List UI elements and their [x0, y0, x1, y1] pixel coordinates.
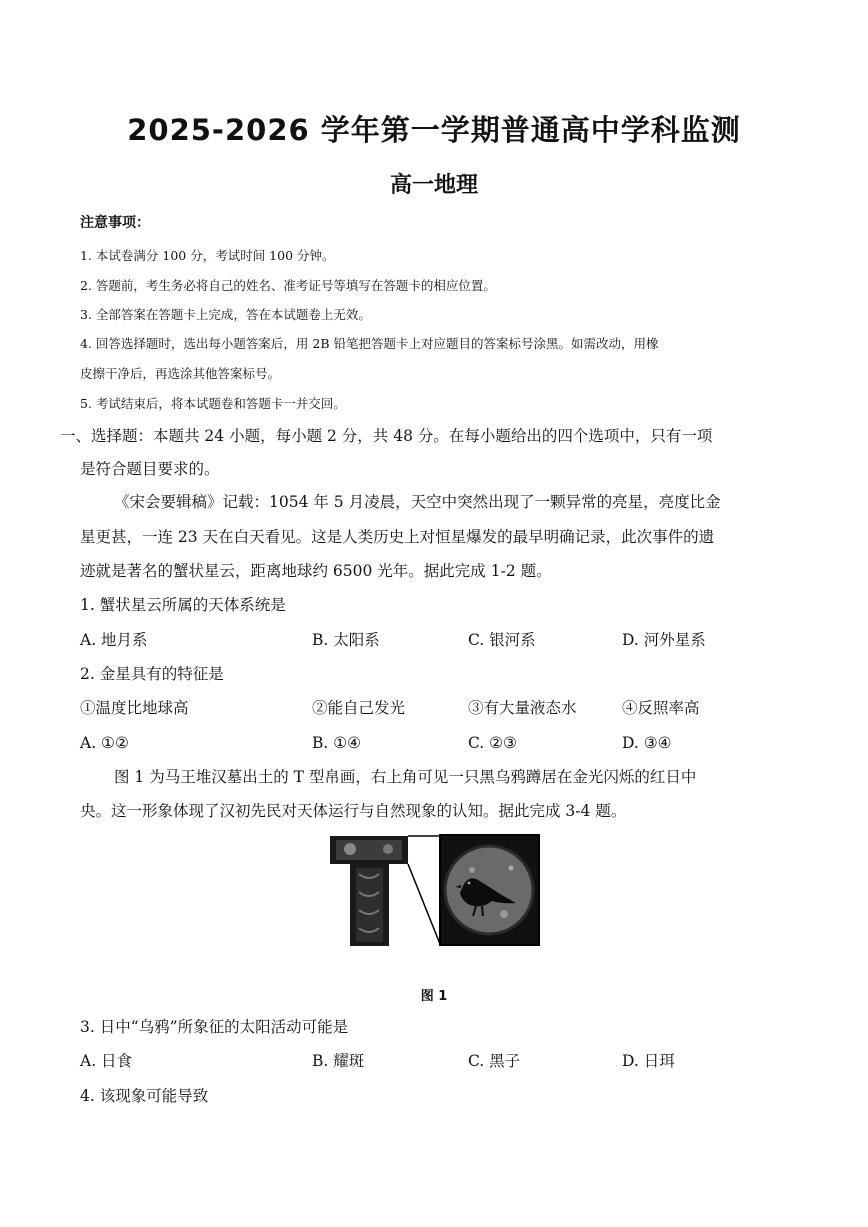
question-3-stem: 3. 日中“乌鸦”所象征的太阳活动可能是: [80, 1018, 349, 1036]
section-heading: 一、选择题：本题共 24 小题，每小题 2 分，共 48 分。在每小题给出的四个选项中，只有一项: [60, 427, 713, 445]
q3-option-b: B. 耀斑: [312, 1052, 365, 1070]
q2-feature-3: ③有大量液态水: [468, 699, 577, 717]
question-2-stem: 2. 金星具有的特征是: [80, 665, 224, 683]
figure-silk-painting: [326, 834, 540, 946]
exam-subject: 高一地理: [389, 173, 478, 198]
note-item: 2. 答题前，考生务必将自己的姓名、准考证号等填写在答题卡的相应位置。: [80, 278, 496, 293]
section-heading-cont: 是符合题目要求的。: [80, 460, 220, 478]
passage-line: 央。这一形象体现了汉初先民对天体运行与自然现象的认知。据此完成 3-4 题。: [80, 802, 627, 820]
note-item: 皮擦干净后，再选涂其他答案标号。: [80, 366, 281, 381]
figure-caption: 图 1: [420, 989, 448, 1004]
q3-option-d: D. 日珥: [622, 1052, 675, 1070]
passage-line: 迹就是著名的蟹状星云，距离地球约 6500 光年。据此完成 1-2 题。: [80, 562, 552, 580]
q2-option-a: A. ①②: [80, 734, 129, 752]
note-item: 3. 全部答案在答题卡上完成，答在本试题卷上无效。: [80, 307, 371, 322]
q2-option-c: C. ②③: [468, 734, 517, 752]
passage-line: 图 1 为马王堆汉墓出土的 T 型帛画，右上角可见一只黑乌鸦蹲居在金光闪烁的红日中: [114, 768, 697, 786]
q2-feature-4: ④反照率高: [622, 699, 700, 717]
note-item: 1. 本试卷满分 100 分，考试时间 100 分钟。: [80, 248, 335, 263]
q1-option-c: C. 银河系: [468, 631, 536, 649]
q1-option-d: D. 河外星系: [622, 631, 706, 649]
question-1-stem: 1. 蟹状星云所属的天体系统是: [80, 596, 286, 614]
silk-painting-image: [326, 834, 540, 946]
notes-heading: 注意事项：: [80, 215, 150, 231]
passage-line: 星更甚，一连 23 天在白天看见。这是人类历史上对恒星爆发的最早明确记录，此次事件的遗: [80, 528, 715, 546]
note-item: 5. 考试结束后，将本试题卷和答题卡一并交回。: [80, 396, 346, 411]
question-4-stem: 4. 该现象可能导致: [80, 1087, 209, 1105]
q1-option-a: A. 地月系: [80, 631, 148, 649]
q2-feature-2: ②能自己发光: [312, 699, 406, 717]
q2-feature-1: ①温度比地球高: [80, 699, 189, 717]
q3-option-c: C. 黑子: [468, 1052, 521, 1070]
q2-option-b: B. ①④: [312, 734, 362, 752]
q2-option-d: D. ③④: [622, 734, 672, 752]
exam-title: 2025-2026 学年第一学期普通高中学科监测: [127, 113, 741, 147]
q1-option-b: B. 太阳系: [312, 631, 380, 649]
q3-option-a: A. 日食: [80, 1052, 133, 1070]
passage-line: 《宋会要辑稿》记载：1054 年 5 月凌晨，天空中突然出现了一颗异常的亮星，亮度比金: [114, 493, 721, 511]
note-item: 4. 回答选择题时，选出每小题答案后，用 2B 铅笔把答题卡上对应题目的答案标号涂黑。如需改动，用橡: [80, 336, 659, 351]
